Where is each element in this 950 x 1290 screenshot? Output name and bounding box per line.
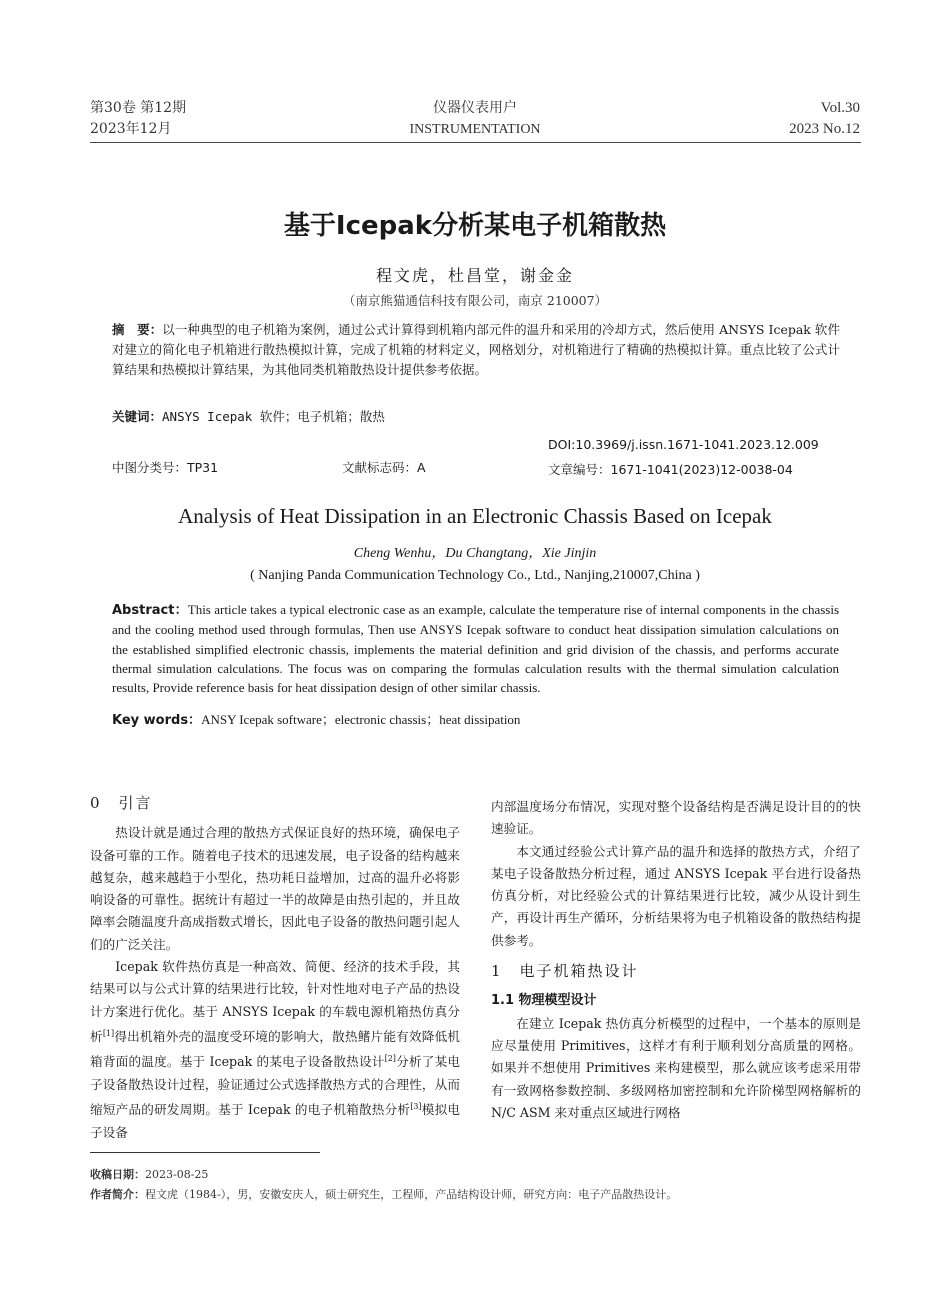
- section-0-heading: 0 引言: [90, 794, 153, 812]
- body-left-column: [90, 792, 460, 1144]
- journal-name-en: INSTRUMENTATION: [409, 122, 541, 137]
- footnote-rule: [90, 1152, 320, 1153]
- section-1-heading: 1 电子机箱热设计: [491, 962, 639, 981]
- received-label: 收稿日期：: [90, 1168, 145, 1181]
- paragraph-intro-2: [90, 956, 460, 1144]
- abstract-cn-text: 以一种典型的电子机箱为案例，通过公式计算得到机箱内部元件的温升和采用的冷却方式，然后使用 ANSYS Icepak 软件对建立的简化电子机箱进行散热模拟计算，完成了机箱的材料定义，网格划分，对机箱进行了精确的热模拟计算。重点比较了公式计算结果和热模拟计算结果，为其他同类机箱散热设计提供参考依据。: [112, 322, 840, 377]
- document-code: 文献标志码：A: [342, 460, 426, 475]
- issue-date: 2023年12月: [90, 121, 172, 137]
- volume-issue: 第30卷 第12期: [90, 100, 187, 116]
- paragraph-intro-3: 本文通过经验公式计算产品的温升和选择的散热方式，介绍了某电子设备散热分析过程，通过 ANSYS Icepak 平台进行设备热仿真分析，对比经验公式的计算结果进行比较，减少从设计到生产，再设计再生产循环，分析结果将为电子机箱设备的散热结构提供参考。: [491, 843, 861, 948]
- bio-text: 程文虎（1984-），男，安徽安庆人，硕士研究生，工程师，产品结构设计师，研究方向：电子产品散热设计。: [145, 1188, 678, 1201]
- journal-name-cn: 仪器仪表用户: [433, 100, 517, 116]
- english-keywords-label: Key words：: [112, 713, 202, 728]
- english-abstract-label: Abstract：: [112, 603, 188, 618]
- citation-2[interactable]: [2]: [384, 1054, 396, 1064]
- english-affiliation: ( Nanjing Panda Communication Technology Co., Ltd., Nanjing,210007,China ): [250, 568, 700, 583]
- journal-vol-en: [740, 98, 860, 140]
- citation-3[interactable]: [3]: [410, 1102, 422, 1112]
- paragraph-continued: 内部温度场分布情况，实现对整个设备结构是否满足设计目的的快速验证。: [491, 799, 861, 837]
- bio-label: 作者简介：: [90, 1188, 145, 1201]
- english-abstract: [112, 600, 839, 697]
- article-number: 文章编号：1671-1041(2023)12-0038-04: [548, 462, 793, 477]
- paragraph-intro-1: 热设计就是通过合理的散热方式保证良好的热环境，确保电子设备可靠的工作。随着电子技术的迅速发展，电子设备的结构越来越复杂，越来越趋于小型化，热功耗日益增加，过高的温升必将影响设备的可靠性。据统计有超过一半的故障是由热引起的，并且故障率会随温度升高成指数式增长，因此电子设备的散热问题引起人们的广泛关注。: [90, 825, 460, 952]
- no-en: 2023 No.12: [789, 121, 860, 137]
- english-keywords-text: ANSY Icepak software；electronic chassis；heat dissipation: [201, 712, 521, 727]
- english-abstract-text: This article takes a typical electronic case as an example, calculate the temperature rise of internal components in the chassis and the cooling method used through formulas, Then use ANSYS Icepak software to conduct heat dissipation simulation calculations on the established simplified electronic chassis, implements the material definition and grid division of the chassis, and performs accurate thermal simulation calculations. The focus was on comparing the formulas calculation results with the thermal simulation calculation results, Provide reference basis for heat dissipation design of other similar chassis.: [112, 602, 839, 696]
- abstract-cn: [112, 320, 840, 380]
- received-date: [90, 1166, 208, 1182]
- clc-number: 中图分类号：TP31: [112, 460, 219, 475]
- author-bio: [90, 1186, 860, 1202]
- received-value: 2023-08-25: [145, 1168, 209, 1181]
- keywords-cn: [112, 407, 385, 425]
- english-authors: Cheng Wenhu，Du Changtang，Xie Jinjin: [353, 546, 597, 561]
- keywords-cn-label: 关键词：: [112, 409, 163, 424]
- p2-part-d: 模拟电子设备: [90, 1102, 460, 1140]
- paper-title: 基于Icepak分析某电子机箱散热: [283, 211, 667, 241]
- section-1-1-heading: 1.1 物理模型设计: [491, 993, 597, 1009]
- paragraph-model-1: 在建立 Icepak 热仿真分析模型的过程中，一个基本的原则是应尽量使用 Primitives，这样才有利于顺利划分高质量的网格。如果并不想使用 Primitives 来构建模型，那么就应该考虑采用带有一致网格参数控制、多级网格加密控制和允许阶梯型网格解析的 N/C ASM 来对重点区域进行网格: [491, 1015, 861, 1120]
- header-rule: [90, 142, 861, 143]
- affiliation: （南京熊猫通信科技有限公司，南京 210007）: [342, 293, 608, 308]
- abstract-cn-label: 摘 要：: [112, 322, 163, 337]
- p2-part-b: 得出机箱外壳的温度受环境的影响大，散热鳍片能有效降低机箱背面的温度。基于 Icepak 的某电子设备散热设计: [90, 1029, 461, 1070]
- doi: DOI:10.3969/j.issn.1671-1041.2023.12.009: [548, 437, 819, 452]
- journal-name: [375, 98, 575, 140]
- english-title: Analysis of Heat Dissipation in an Electronic Chassis Based on Icepak: [178, 504, 772, 528]
- journal-issue: [90, 98, 186, 140]
- keywords-cn-text: ANSYS Icepak 软件；电子机箱；散热: [162, 409, 385, 424]
- vol-en: Vol.30: [820, 100, 860, 116]
- authors: 程文虎，杜昌堂，谢金金: [375, 266, 574, 285]
- p2-part-c: 分析了某电子设备散热设计过程，验证通过公式选择散热方式的合理性，从而缩短产品的研发周期。基于 Icepak 的电子机箱散热分析: [90, 1054, 460, 1118]
- english-keywords: [112, 709, 520, 728]
- citation-1[interactable]: [1]: [102, 1028, 115, 1038]
- body-right-column: [491, 796, 861, 1124]
- p2-part-a: Icepak 软件热仿真是一种高效、简便、经济的技术手段，其结果可以与公式计算的结果进行比较，针对性地对电子产品的热设计方案进行优化。基于 ANSYS Icepak 的车载电源机箱热仿真分析: [90, 959, 460, 1045]
